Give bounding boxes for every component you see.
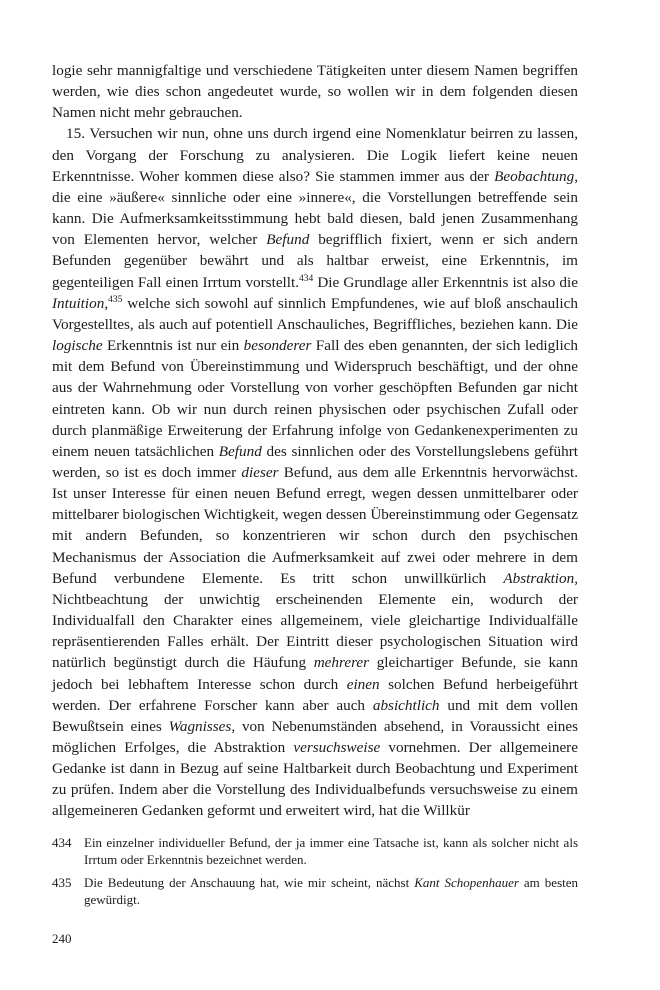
italic-term: Intuition [52, 294, 105, 312]
text-run: am besten gewürdigt. [84, 874, 579, 907]
footnote-number: 434 [52, 834, 72, 850]
italic-term: absichtlich [372, 696, 440, 714]
italic-term: einen [346, 675, 380, 693]
italic-term: Wagnisses [168, 717, 232, 735]
text-run: Fall des eben genannten, der sich lediglich mit dem Befund von Übereinstimmung und Widerspruch beschäftigt, und der ohne aus der Wahrnehmung oder Vorstellung von vorher geschöpften Befunden gar nicht eintreten kann. Ob wir nun durch reinen physischen oder psychischen Zufall oder durch planmäßige Erweiterung der Erfahrung infolge von Gedankenexperimenten zu einem neuen tatsächlichen [52, 337, 579, 460]
text-run: Die Bedeutung der Anschauung hat, wie mir scheint, nächst [84, 874, 415, 890]
footnote-435 [52, 874, 578, 908]
footnote-434 [52, 834, 578, 868]
footnote-ref-434[interactable]: 434 [299, 273, 314, 284]
body-text [52, 60, 578, 822]
italic-term: versuchsweise [293, 739, 381, 756]
text-run: und mit dem vollen Bewußtsein eines [52, 696, 578, 735]
text-run: Die Grundlage aller Erkenntnis ist also die [313, 273, 578, 291]
text-run: solchen Befund herbeigeführt werden. Der erfahrene Forscher kann aber auch [52, 675, 578, 714]
italic-term: Kant Schopenhauer [414, 874, 519, 890]
italic-term: logische [52, 337, 103, 355]
page-content [52, 60, 578, 914]
text-run: 15. Versuchen wir nun, ohne uns durch irgend eine Nomenklatur beirren zu lassen, den Vorgang der Forschung zu analysieren. Die Logik liefert keine neuen Erkenntnisse. Woher kommen diese also? Sie stammen immer aus der [52, 125, 578, 185]
text-run: , die eine »äußere« sinnliche oder eine »innere«, die Vorstellungen betreffende sein kann. Die Aufmerksamkeitsstimmung hebt bald diesen, bald jenen Zusammenhang von Elementen hervor, welcher [52, 167, 578, 249]
text-run: , von Nebenumständen absehend, in Voraussicht eines möglichen Erfolges, die Abstraktion [52, 717, 578, 756]
italic-term: mehrerer [313, 654, 370, 672]
italic-term: Befund [218, 442, 262, 460]
text-run: , Nichtbeachtung der unwichtig erscheinenden Elemente ein, wodurch der Individualfall den Charakter eines allgemeinem, viele gleichartige Individualfälle repräsentierenden Falles erhält. Der Eintritt dieser psychologischen Situation wird natürlich begünstigt durch die Häufung [52, 569, 578, 672]
text-run: vornehmen. Der allgemeinere Gedanke ist dann in Bezug auf seine Haltbarkeit durch Beobachtung und Experiment zu prüfen. Indem aber die Vorstellung des Individualbefunds versuchsweise zu einem allgemeineren Gedanken geformt und erweitert wird, hat die Willkür [52, 739, 578, 820]
text-run: Befund, aus dem alle Erkenntnis hervorwächst. Ist unser Interesse für einen neuen Befund erregt, wegen dessen unmittelbarer oder mittelbarer biologischen Wichtigkeit, wegen dessen Übereinstimmung oder Gegensatz mit andern Befunden, so konzentrieren wir schon durch den psychischen Mechanismus der Association die Aufmerksamkeit auf zwei oder mehrere in dem Befund verbundene Elemente. Es tritt schon unwillkürlich [52, 463, 578, 587]
italic-term: besonderer [243, 337, 312, 355]
paragraph-text: logie sehr mannigfaltige und verschiedene Tätigkeiten unter diesem Namen begriffen werden, wie dies schon angedeutet wurde, so wollen wir in dem folgenden diesen Namen nicht mehr gebrauchen. [52, 62, 578, 122]
footnotes [52, 834, 578, 908]
text-run: des sinnlichen oder des Vorstellungslebens geführt werden, so ist es doch immer [52, 442, 578, 481]
italic-term: Befund [266, 231, 310, 249]
footnote-number: 435 [52, 874, 72, 890]
text-run: Erkenntnis ist nur ein [102, 337, 244, 355]
text-run: begrifflich fixiert, wenn er sich andern Befunden gegenüber bewährt und als haltbar erweist, eine Erkenntnis, im gegenteiligen Fall einen Irrtum vorstellt. [52, 231, 578, 291]
italic-term: Abstraktion [503, 569, 575, 587]
paragraph-15 [52, 123, 578, 821]
text-run: gleichartiger Befunde, sie kann jedoch bei lebhaftem Interesse schon durch [52, 654, 578, 693]
italic-term: dieser [241, 463, 279, 481]
italic-term: Beobachtung [494, 167, 575, 185]
footnote-text: Ein einzelner individueller Befund, der ja immer eine Tatsache ist, kann als solcher nicht als Irrtum oder Erkenntnis bezeichnet werden. [84, 834, 578, 867]
text-run: , [104, 294, 109, 312]
text-run: welche sich sowohl auf sinnlich Empfundenes, wie auf bloß anschaulich Vorgestelltes, als auch auf potentiell Anschauliches, Begriffliches, beziehen kann. Die [52, 294, 578, 333]
footnote-text [84, 874, 578, 908]
page-number: 240 [52, 931, 72, 946]
paragraph-continued [52, 60, 578, 123]
footnote-ref-435[interactable]: 435 [108, 294, 123, 305]
